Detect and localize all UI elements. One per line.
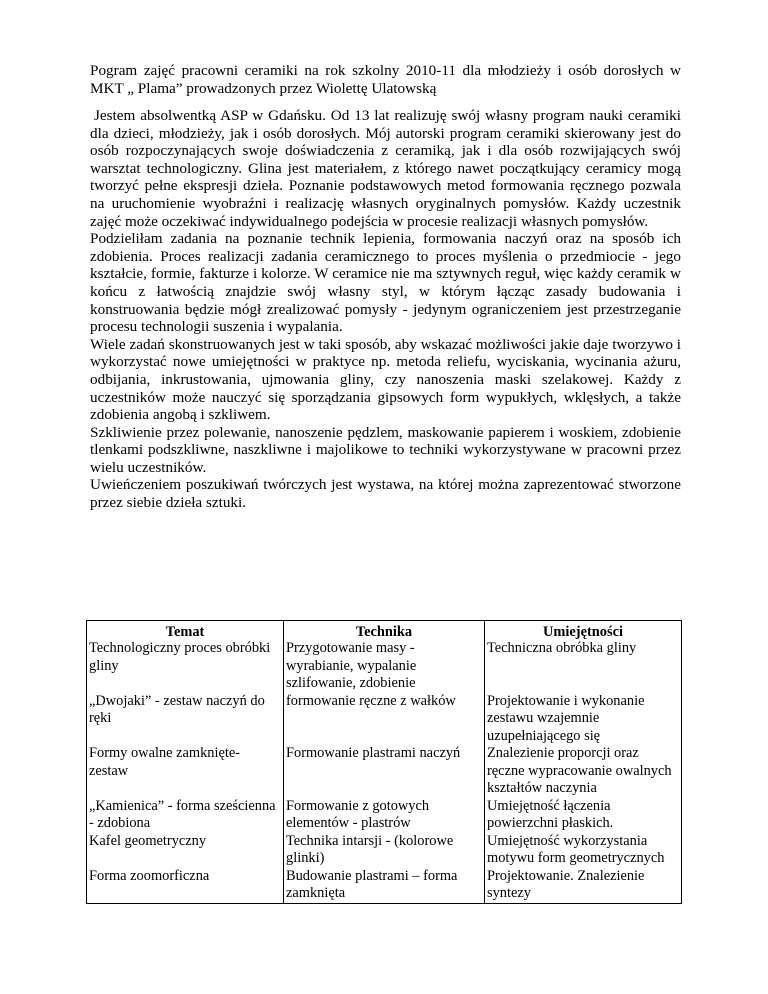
header-temat: Temat	[87, 621, 284, 641]
table-header-row	[87, 621, 682, 641]
cell-temat: „Kamienica” - forma sześcienna - zdobiona	[87, 798, 284, 833]
cell-technika: formowanie ręczne z wałków	[284, 693, 485, 746]
cell-technika: Przygotowanie masy - wyrabianie, wypalanie szlifowanie, zdobienie	[284, 640, 485, 693]
header-umiejetnosci: Umiejętności	[485, 621, 682, 641]
table-row	[87, 798, 682, 833]
document-title: Pogram zajęć pracowni ceramiki na rok szkolny 2010-11 dla młodzieży i osób dorosłych w MKT „ Plama” prowadzonych przez Wiolettę Ulatowską	[90, 62, 681, 97]
header-technika: Technika	[284, 621, 485, 641]
cell-temat: Formy owalne zamknięte- zestaw	[87, 745, 284, 798]
table-row	[87, 640, 682, 693]
cell-temat: „Dwojaki” - zestaw naczyń do ręki	[87, 693, 284, 746]
cell-technika: Formowanie z gotowych elementów - plastrów	[284, 798, 485, 833]
cell-technika: Budowanie plastrami – forma zamknięta	[284, 868, 485, 904]
cell-technika: Formowanie plastrami naczyń	[284, 745, 485, 798]
table-row	[87, 833, 682, 868]
cell-umiejetnosci: Projektowanie i wykonanie zestawu wzajemnie uzupełniającego się	[485, 693, 682, 746]
table-row	[87, 745, 682, 798]
table-row	[87, 693, 682, 746]
paragraph-exhibition: Uwieńczeniem poszukiwań twórczych jest wystawa, na której można zaprezentować stworzone przez siebie dzieła sztuki.	[90, 476, 681, 512]
cell-temat: Forma zoomorficzna	[87, 868, 284, 904]
paragraph-techniques: Wiele zadań skonstruowanych jest w taki sposób, aby wskazać możliwości jakie daje tworzywo i wykorzystać nowe umiejętności w praktyce np. metoda reliefu, wyciskania, wycinania ażuru, odbijania, inkrustowania, ujmowania gliny, czy nanoszenia maski szelakowej. Każdy z uczestników może nauczyć się sporządzania gipsowych form wypukłych, wklęsłych, a także zdobienia angobą i szkliwem.	[90, 335, 681, 424]
paragraph-intro: Jestem absolwentką ASP w Gdańsku. Od 13 lat realizuję swój własny program nauki ceramiki dla dzieci, młodzieży, jak i osób dorosłych. Mój autorski program ceramiki skierowany jest do osób rozpoczynających swoje doświadczenia z ceramiką, jak i dla osób rozwijających swój warsztat technologiczny. Glina jest materiałem, z którego nawet początkujący ceramicy mogą tworzyć pełne ekspresji dzieła. Poznanie podstawowych metod formowania ręcznego pozwala na uruchomienie wyobraźni i realizację własnych oryginalnych pomysłów. Każdy uczestnik zajęć może oczekiwać indywidualnego podejścia w procesie realizacji własnych pomysłów.	[90, 107, 681, 230]
paragraph-glazing: Szkliwienie przez polewanie, nanoszenie pędzlem, maskowanie papierem i woskiem, zdobienie tlenkami podszkliwne, naszkliwne i majolikowe to techniki wykorzystywane w pracowni przez wielu uczestników.	[90, 423, 681, 476]
cell-umiejetnosci: Umiejętność łączenia powierzchni płaskich.	[485, 798, 682, 833]
cell-temat: Technologiczny proces obróbki gliny	[87, 640, 284, 693]
program-table	[86, 620, 682, 904]
cell-umiejetnosci: Techniczna obróbka gliny	[485, 640, 682, 693]
cell-technika: Technika intarsji - (kolorowe glinki)	[284, 833, 485, 868]
cell-umiejetnosci: Znalezienie proporcji oraz ręczne wypracowanie owalnych kształtów naczynia	[485, 745, 682, 798]
cell-temat: Kafel geometryczny	[87, 833, 284, 868]
paragraph-tasks: Podzieliłam zadania na poznanie technik lepienia, formowania naczyń oraz na sposób ich zdobienia. Proces realizacji zadania ceramicznego to proces myślenia o przedmiocie - jego kształcie, formie, fakturze i kolorze. W ceramice nie ma sztywnych reguł, więc każdy ceramik w końcu z łatwością znajdzie swój własny styl, w którym łącząc zasady budowania i konstruowania będzie mógł zrealizować pomysły - jedynym ograniczeniem jest przestrzeganie procesu technologii suszenia i wypalania.	[90, 230, 681, 336]
cell-umiejetnosci: Umiejętność wykorzystania motywu form geometrycznych	[485, 833, 682, 868]
table-row	[87, 868, 682, 904]
cell-umiejetnosci: Projektowanie. Znalezienie syntezy	[485, 868, 682, 904]
document-body	[90, 62, 681, 512]
